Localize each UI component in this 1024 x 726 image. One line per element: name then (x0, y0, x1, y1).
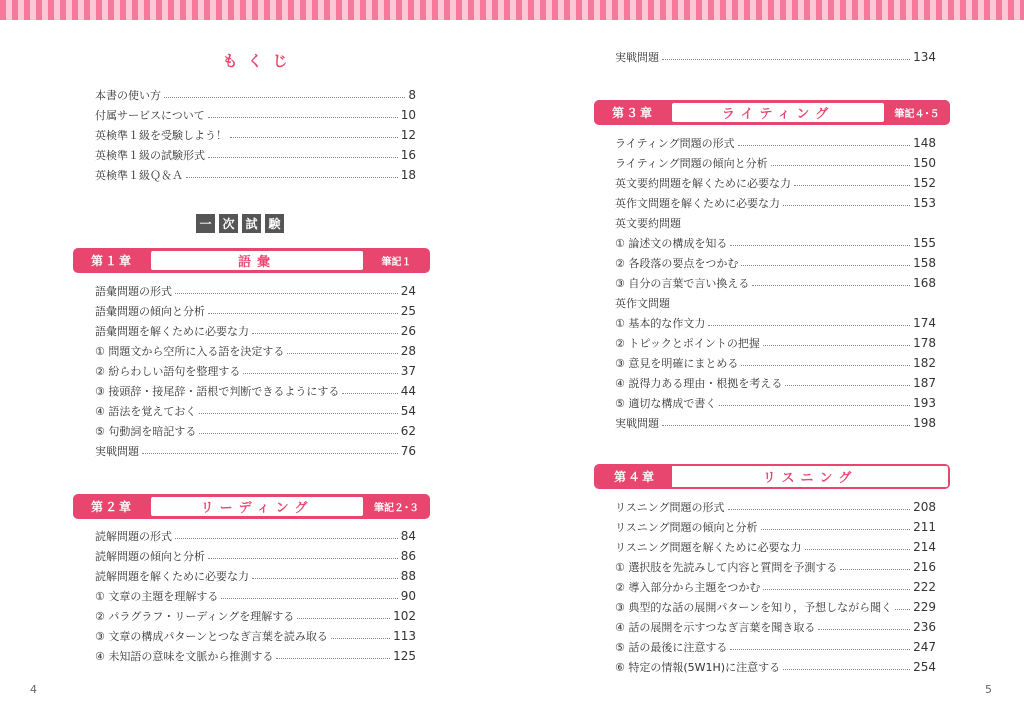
toc-entry[interactable]: 英検準１級Ｑ＆Ａ 18 (95, 168, 416, 182)
toc-entry[interactable]: ③ 意見を明確にまとめる 182 (615, 356, 936, 370)
toc-title: もくじ (222, 52, 298, 70)
section-heading-first-exam: 一 次 試 験 (196, 214, 284, 233)
toc-entry[interactable]: ④ 説得力ある理由・根拠を考える 187 (615, 376, 936, 390)
toc-entry[interactable]: 読解問題の傾向と分析 86 (95, 549, 416, 563)
toc-entry[interactable]: 読解問題の形式 84 (95, 529, 416, 543)
toc-entry[interactable]: ④ 語法を覚えておく 54 (95, 404, 416, 418)
toc-entry[interactable]: ① 論述文の構成を知る 155 (615, 236, 936, 250)
toc-entry[interactable]: リスニング問題の形式 208 (615, 500, 936, 514)
toc-subheading: 英文要約問題 (615, 217, 681, 230)
toc-entry[interactable]: ⑤ 句動詞を暗記する 62 (95, 424, 416, 438)
toc-entry[interactable]: ⑤ 話の最後に注意する 247 (615, 640, 936, 654)
toc-entry[interactable]: ② 紛らわしい語句を整理する 37 (95, 364, 416, 378)
toc-entry[interactable]: 語彙問題の形式 24 (95, 284, 416, 298)
toc-entry[interactable]: ライティング問題の形式 148 (615, 136, 936, 150)
toc-entry[interactable]: リスニング問題を解くために必要な力 214 (615, 540, 936, 554)
chapter-1-header: 第１章 語彙 筆記１ (73, 248, 430, 273)
toc-entry[interactable]: 英検準１級の試験形式 16 (95, 148, 416, 162)
toc-entry[interactable]: 英文要約問題を解くために必要な力 152 (615, 176, 936, 190)
toc-entry[interactable]: ① 選択肢を先読みして内容と質問を予測する 216 (615, 560, 936, 574)
page-number-left: 4 (30, 683, 37, 696)
toc-entry[interactable]: ③ 自分の言葉で言い換える 168 (615, 276, 936, 290)
toc-entry[interactable]: リスニング問題の傾向と分析 211 (615, 520, 936, 534)
toc-entry[interactable]: ② 各段落の要点をつかむ 158 (615, 256, 936, 270)
toc-entry[interactable]: 実戦問題 198 (615, 416, 936, 430)
toc-entry[interactable]: 語彙問題の傾向と分析 25 (95, 304, 416, 318)
toc-entry[interactable]: 実戦問題 134 (615, 50, 936, 64)
toc-entry[interactable]: ① 基本的な作文力 174 (615, 316, 936, 330)
toc-entry[interactable]: ④ 未知語の意味を文脈から推測する 125 (95, 649, 416, 663)
toc-entry[interactable]: 英作文問題を解くために必要な力 153 (615, 196, 936, 210)
toc-subheading: 英作文問題 (615, 297, 670, 310)
toc-entry[interactable]: 語彙問題を解くために必要な力 26 (95, 324, 416, 338)
toc-entry[interactable]: ② 導入部分から主題をつかむ 222 (615, 580, 936, 594)
toc-entry[interactable]: ⑤ 適切な構成で書く 193 (615, 396, 936, 410)
page-number-right: 5 (985, 683, 992, 696)
toc-entry[interactable]: ⑥ 特定の情報(5W1H)に注意する 254 (615, 660, 936, 674)
toc-entry[interactable]: 付属サービスについて 10 (95, 108, 416, 122)
toc-entry[interactable]: ② パラグラフ・リーディングを理解する 102 (95, 609, 416, 623)
chapter-3-header: 第３章 ライティング 筆記４･５ (594, 100, 950, 125)
toc-entry[interactable]: ③ 接頭辞・接尾辞・語根で判断できるようにする 44 (95, 384, 416, 398)
toc-entry[interactable]: ③ 典型的な話の展開パターンを知り，予想しながら聞く 229 (615, 600, 936, 614)
toc-entry[interactable]: 読解問題を解くために必要な力 88 (95, 569, 416, 583)
toc-entry[interactable]: 本書の使い方 8 (95, 88, 416, 102)
toc-entry[interactable]: ライティング問題の傾向と分析 150 (615, 156, 936, 170)
toc-entry[interactable]: ③ 文章の構成パターンとつなぎ言葉を読み取る 113 (95, 629, 416, 643)
toc-entry[interactable]: ① 文章の主題を理解する 90 (95, 589, 416, 603)
chapter-2-header: 第２章 リーディング 筆記２･３ (73, 494, 430, 519)
toc-entry[interactable]: ② トピックとポイントの把握 178 (615, 336, 936, 350)
toc-entry[interactable]: 実戦問題 76 (95, 444, 416, 458)
toc-entry[interactable]: ④ 話の展開を示すつなぎ言葉を聞き取る 236 (615, 620, 936, 634)
decorative-stripe-bar (0, 0, 1024, 20)
toc-entry[interactable]: ① 問題文から空所に入る語を決定する 28 (95, 344, 416, 358)
chapter-4-header: 第４章 リスニング (594, 464, 950, 489)
toc-entry[interactable]: 英検準１級を受験しよう！ 12 (95, 128, 416, 142)
